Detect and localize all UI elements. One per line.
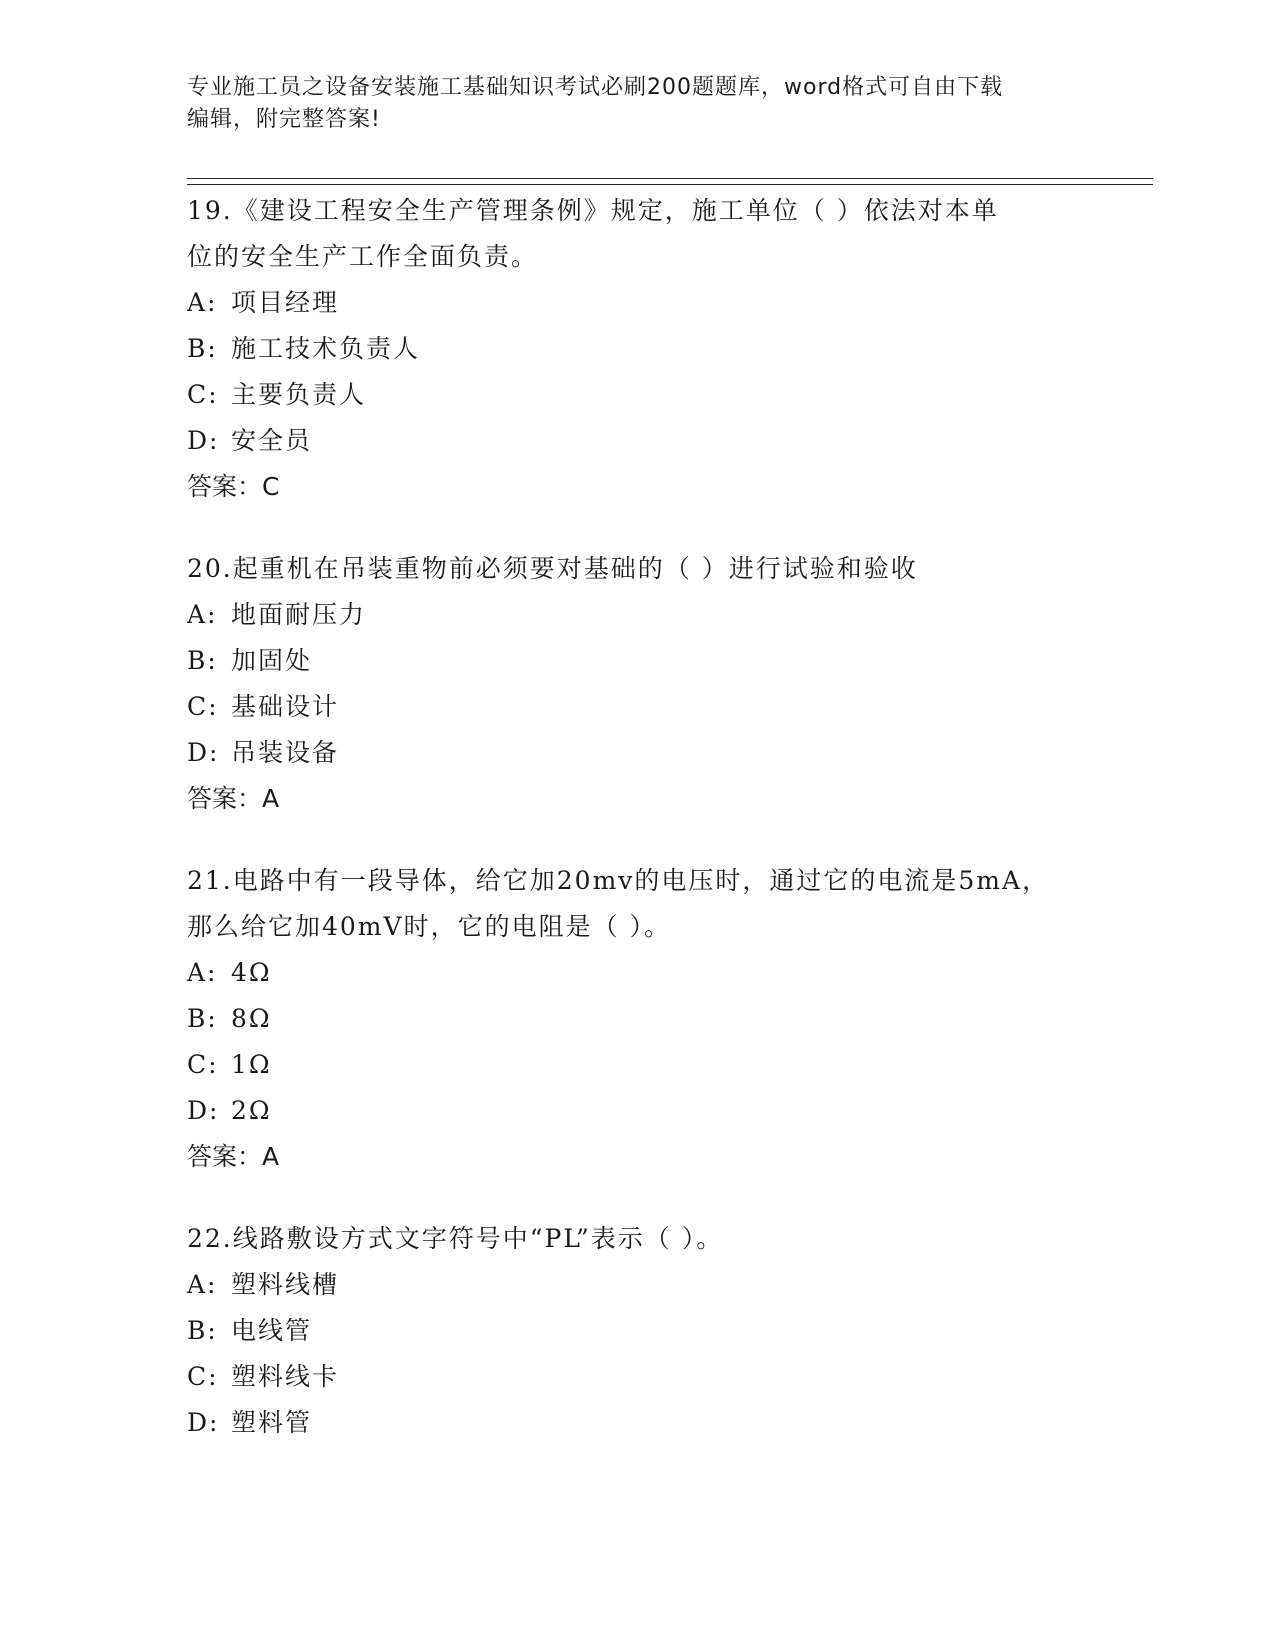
- option-key: B:: [187, 334, 218, 363]
- option-a: [187, 950, 1087, 996]
- header-divider: [187, 178, 1153, 185]
- question-20: [187, 546, 1087, 822]
- option-text: 吊装设备: [231, 738, 340, 767]
- option-key: A:: [187, 1270, 218, 1299]
- question-stem-line-2: 那么给它加40mV时，它的电阻是（ ）。: [187, 912, 672, 941]
- option-d: [187, 730, 1087, 776]
- option-text: 基础设计: [231, 692, 340, 721]
- option-key: D:: [187, 738, 220, 767]
- option-text: 安全员: [231, 426, 313, 455]
- option-key: D:: [187, 426, 220, 455]
- question-stem-line-1: 21.电路中有一段导体，给它加20mv的电压时，通过它的电流是5mA，: [187, 866, 1050, 895]
- option-a: [187, 1262, 1087, 1308]
- option-text: 电线管: [231, 1316, 313, 1345]
- option-c: [187, 372, 1087, 418]
- question-stem-line-2: 位的安全生产工作全面负责。: [187, 242, 539, 271]
- option-b: [187, 638, 1087, 684]
- header-title-line-2: 编辑，附完整答案!: [187, 107, 381, 132]
- option-d: [187, 1400, 1087, 1446]
- document-header: [187, 72, 1067, 136]
- option-text: 项目经理: [231, 288, 340, 317]
- option-key: C:: [187, 692, 219, 721]
- option-text: 1Ω: [231, 1050, 272, 1079]
- option-key: C:: [187, 1050, 219, 1079]
- option-key: B:: [187, 1316, 218, 1345]
- option-key: C:: [187, 380, 219, 409]
- option-text: 主要负责人: [231, 380, 367, 409]
- option-key: B:: [187, 1004, 218, 1033]
- question-stem-line-1: 22.线路敷设方式文字符号中“PL”表示（ ）。: [187, 1224, 724, 1253]
- option-key: A:: [187, 958, 218, 987]
- option-b: [187, 326, 1087, 372]
- option-c: [187, 1354, 1087, 1400]
- question-stem-line-1: 20.起重机在吊装重物前必须要对基础的（ ）进行试验和验收: [187, 554, 918, 583]
- option-text: 塑料管: [231, 1408, 313, 1437]
- option-key: A:: [187, 600, 218, 629]
- question-22: [187, 1216, 1087, 1446]
- question-list: [187, 188, 1087, 1482]
- option-c: [187, 1042, 1087, 1088]
- question-19: [187, 188, 1087, 510]
- option-text: 4Ω: [231, 958, 272, 987]
- answer-line: 答案：A: [187, 784, 280, 813]
- option-b: [187, 1308, 1087, 1354]
- option-key: C:: [187, 1362, 219, 1391]
- option-key: B:: [187, 646, 218, 675]
- question-21: [187, 858, 1087, 1180]
- option-text: 地面耐压力: [231, 600, 367, 629]
- option-text: 施工技术负责人: [231, 334, 421, 363]
- option-text: 2Ω: [231, 1096, 272, 1125]
- option-a: [187, 592, 1087, 638]
- answer-line: 答案：A: [187, 1142, 280, 1171]
- option-d: [187, 1088, 1087, 1134]
- option-text: 加固处: [231, 646, 313, 675]
- answer-line: 答案：C: [187, 472, 280, 501]
- option-d: [187, 418, 1087, 464]
- option-key: D:: [187, 1096, 220, 1125]
- option-key: A:: [187, 288, 218, 317]
- option-text: 塑料线槽: [231, 1270, 340, 1299]
- question-stem-line-1: 19.《建设工程安全生产管理条例》规定，施工单位（ ）依法对本单: [187, 196, 999, 225]
- option-c: [187, 684, 1087, 730]
- option-a: [187, 280, 1087, 326]
- header-title-line-1: 专业施工员之设备安装施工基础知识考试必刷200题题库，word格式可自由下载: [187, 75, 1004, 100]
- option-key: D:: [187, 1408, 220, 1437]
- option-text: 塑料线卡: [231, 1362, 340, 1391]
- option-b: [187, 996, 1087, 1042]
- option-text: 8Ω: [231, 1004, 272, 1033]
